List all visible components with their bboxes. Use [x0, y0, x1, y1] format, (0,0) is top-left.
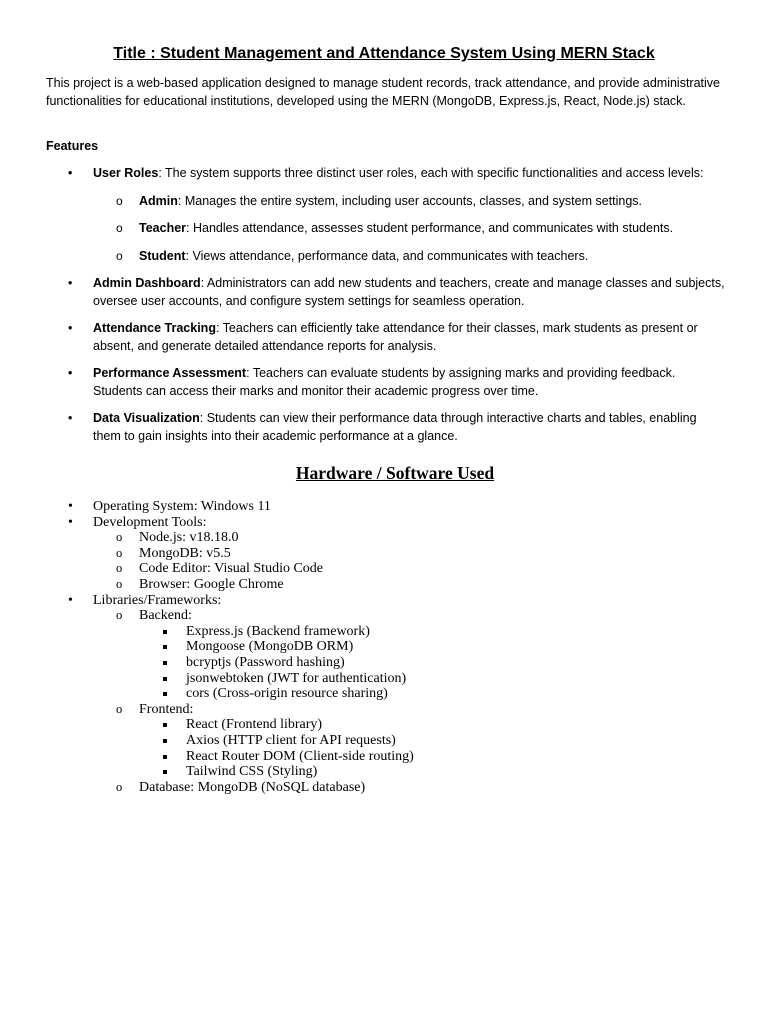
frontend-lib-item — [139, 749, 726, 765]
feature-text: : Administrators can add new students and teachers, create and manage classes and subjects, oversee user accounts, and configure system settings for seamless operation. — [93, 276, 725, 308]
feature-text: : Students can view their performance data through interactive charts and tables, enabling them to gain insights into their academic performance at a glance. — [93, 411, 697, 443]
bullet-icon: • — [68, 276, 73, 290]
feature-term: Attendance Tracking — [93, 321, 216, 335]
bullet-icon: • — [68, 411, 73, 425]
square-bullet-icon — [163, 770, 167, 774]
dev-tool-text: Browser: Google Chrome — [139, 576, 284, 592]
dev-tools-label: Development Tools: — [93, 514, 207, 530]
backend-item — [93, 608, 726, 702]
circle-bullet-icon: o — [116, 545, 123, 560]
frontend-lib-text: React Router DOM (Client-side routing) — [186, 748, 414, 764]
database-item — [93, 780, 726, 796]
square-bullet-icon — [163, 692, 167, 696]
role-item-teacher — [93, 220, 726, 238]
feature-term: Data Visualization — [93, 411, 200, 425]
os-text: Operating System: Windows 11 — [93, 499, 271, 514]
frontend-lib-text: React (Frontend library) — [186, 717, 323, 733]
role-term: Teacher — [139, 221, 187, 235]
circle-bullet-icon: o — [116, 779, 123, 794]
role-item-admin — [93, 193, 726, 211]
list-item-os — [46, 499, 726, 515]
list-item-libraries — [46, 593, 726, 796]
bullet-icon: • — [68, 514, 73, 530]
circle-bullet-icon: o — [116, 248, 123, 263]
square-bullet-icon — [163, 677, 167, 681]
features-list — [46, 165, 726, 455]
square-bullet-icon — [163, 630, 167, 634]
dev-tool-item — [93, 577, 726, 593]
libraries-label: Libraries/Frameworks: — [93, 592, 222, 608]
hardware-software-heading: Hardware / Software Used — [295, 463, 495, 483]
libraries-sublist — [93, 608, 726, 795]
dev-tool-text: MongoDB: v5.5 — [139, 545, 231, 561]
feature-term: Performance Assessment — [93, 366, 247, 380]
backend-lib-item — [139, 671, 726, 687]
backend-lib-text: cors (Cross-origin resource sharing) — [186, 686, 388, 702]
bullet-icon: • — [68, 499, 73, 514]
circle-bullet-icon: o — [116, 701, 123, 716]
square-bullet-icon — [163, 723, 167, 727]
bullet-icon: • — [68, 592, 73, 608]
backend-lib-text: jsonwebtoken (JWT for authentication) — [186, 670, 407, 686]
backend-lib-text: bcryptjs (Password hashing) — [186, 654, 345, 670]
user-roles-sublist — [93, 193, 726, 266]
frontend-sublist — [139, 717, 726, 779]
role-text: : Handles attendance, assesses student performance, and communicates with students. — [186, 221, 674, 235]
frontend-lib-item — [139, 764, 726, 780]
circle-bullet-icon: o — [116, 576, 123, 591]
dev-tool-text: Node.js: v18.18.0 — [139, 530, 239, 546]
bullet-icon: • — [68, 366, 73, 380]
role-term: Student — [139, 248, 186, 263]
frontend-lib-text: Tailwind CSS (Styling) — [186, 764, 318, 780]
bullet-icon: • — [68, 166, 73, 180]
list-item-dev-tools — [46, 515, 726, 593]
feature-term: User Roles — [93, 166, 159, 180]
frontend-lib-text: Axios (HTTP client for API requests) — [186, 732, 396, 748]
bullet-icon: • — [68, 321, 73, 335]
intro-paragraph: This project is a web-based application designed to manage student records, track attendance, and provide administrative functionalities for educational institutions, developed using the MERN (MongoDB, Express.js, React, Node.js) stack. — [46, 76, 720, 108]
backend-lib-item — [139, 624, 726, 640]
circle-bullet-icon: o — [116, 530, 123, 545]
feature-item-admin-dashboard — [46, 275, 726, 310]
role-term: Admin — [139, 193, 178, 208]
feature-text: : The system supports three distinct user roles, each with specific functionalities and access levels: — [158, 166, 704, 180]
circle-bullet-icon: o — [116, 221, 123, 235]
feature-item-performance-assessment — [46, 365, 726, 400]
square-bullet-icon — [163, 755, 167, 759]
backend-lib-item — [139, 655, 726, 671]
page-title: Title : Student Management and Attendance System Using MERN Stack — [113, 45, 655, 62]
role-text: : Manages the entire system, including user accounts, classes, and system settings. — [177, 193, 643, 208]
backend-lib-item — [139, 639, 726, 655]
feature-item-user-roles — [46, 165, 726, 265]
feature-item-data-visualization — [46, 410, 726, 445]
frontend-label: Frontend: — [139, 701, 194, 717]
frontend-item — [93, 702, 726, 780]
circle-bullet-icon: o — [116, 561, 123, 576]
dev-tools-sublist — [93, 530, 726, 592]
backend-label: Backend: — [139, 608, 192, 624]
backend-sublist — [139, 624, 726, 702]
circle-bullet-icon: o — [116, 193, 123, 208]
square-bullet-icon — [163, 661, 167, 665]
dev-tool-item — [93, 546, 726, 562]
feature-item-attendance-tracking — [46, 320, 726, 355]
backend-lib-item — [139, 686, 726, 702]
role-text: : Views attendance, performance data, and communicates with teachers. — [185, 248, 589, 263]
database-text: Database: MongoDB (NoSQL database) — [139, 779, 366, 795]
backend-lib-text: Express.js (Backend framework) — [186, 623, 370, 639]
square-bullet-icon — [163, 645, 167, 649]
hardware-software-list — [46, 499, 726, 795]
role-item-student — [93, 248, 726, 266]
features-heading: Features — [46, 139, 99, 153]
backend-lib-text: Mongoose (MongoDB ORM) — [186, 639, 354, 655]
dev-tool-item — [93, 561, 726, 577]
circle-bullet-icon: o — [116, 608, 123, 623]
frontend-lib-item — [139, 733, 726, 749]
dev-tool-item — [93, 530, 726, 546]
feature-term: Admin Dashboard — [93, 276, 201, 290]
dev-tool-text: Code Editor: Visual Studio Code — [139, 561, 324, 577]
feature-text: : Teachers can efficiently take attendance for their classes, mark students as present or absent, and generate detailed attendance reports for analysis. — [93, 321, 698, 353]
frontend-lib-item — [139, 717, 726, 733]
square-bullet-icon — [163, 739, 167, 743]
feature-text: : Teachers can evaluate students by assigning marks and providing feedback. Students can access their marks and monitor their academic progress over time. — [93, 366, 676, 398]
